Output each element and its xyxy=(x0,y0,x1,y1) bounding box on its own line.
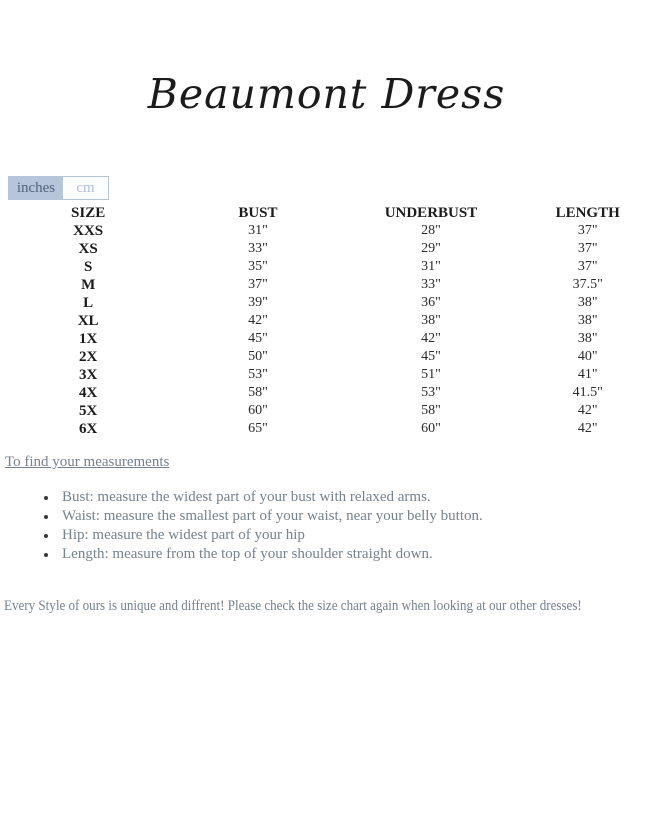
size-label: 4X xyxy=(78,385,98,401)
size-value: 60" xyxy=(421,421,441,436)
size-value: 33" xyxy=(421,277,441,292)
size-value: 41.5" xyxy=(572,385,603,400)
size-value: 37" xyxy=(577,241,598,256)
size-value: 42" xyxy=(421,331,441,346)
size-value: 38" xyxy=(577,313,598,328)
size-value: 50" xyxy=(248,349,268,364)
size-value: 37" xyxy=(577,223,598,238)
size-value: 37" xyxy=(248,277,268,292)
size-chart-header xyxy=(0,204,653,222)
size-value: 45" xyxy=(421,349,441,364)
size-value: 36" xyxy=(421,295,441,310)
size-value: 38" xyxy=(421,313,441,328)
size-value: 31" xyxy=(248,223,268,238)
size-value: 41" xyxy=(577,367,598,382)
table-row xyxy=(0,330,653,348)
size-value: 35" xyxy=(248,259,268,274)
size-value: 53" xyxy=(248,367,268,382)
footer-note: Every Style of ours is unique and diffrent! Please check the size chart again when looking at our other dresses! xyxy=(4,598,582,614)
size-label: 2X xyxy=(78,349,98,365)
inches-tab[interactable]: inches xyxy=(9,177,63,199)
size-value: 42" xyxy=(577,403,598,418)
table-row xyxy=(0,276,653,294)
column-header-size: SIZE xyxy=(71,205,106,221)
table-row xyxy=(0,420,653,438)
size-value: 53" xyxy=(421,385,441,400)
size-label: 6X xyxy=(78,421,98,437)
table-row xyxy=(0,384,653,402)
table-row xyxy=(0,366,653,384)
size-value: 37" xyxy=(577,259,598,274)
size-label: 3X xyxy=(78,367,98,383)
measurement-tip: • Length: measure from the top of your shoulder straight down. xyxy=(58,545,653,564)
column-header-underbust: UNDERBUST xyxy=(384,205,478,221)
measurement-tips-list xyxy=(0,488,653,564)
column-header-bust: BUST xyxy=(238,205,278,221)
size-label: S xyxy=(83,259,93,275)
measurement-tip: • Waist: measure the smallest part of your waist, near your belly button. xyxy=(58,507,653,526)
size-label: L xyxy=(83,295,94,311)
size-value: 40" xyxy=(577,349,598,364)
size-label: M xyxy=(81,277,96,293)
size-value: 39" xyxy=(248,295,268,310)
size-label: XS xyxy=(78,241,98,257)
size-label: 5X xyxy=(78,403,98,419)
size-value: 58" xyxy=(248,385,268,400)
table-row xyxy=(0,240,653,258)
size-value: 31" xyxy=(421,259,441,274)
size-value: 42" xyxy=(577,421,598,436)
size-value: 42" xyxy=(248,313,268,328)
size-value: 60" xyxy=(248,403,268,418)
size-value: 28" xyxy=(421,223,441,238)
column-header-length: LENGTH xyxy=(555,205,620,221)
size-label: 1X xyxy=(78,331,98,347)
measurements-link[interactable]: To find your measurements xyxy=(5,454,170,470)
table-row xyxy=(0,258,653,276)
size-value: 38" xyxy=(577,331,598,346)
cm-tab[interactable]: cm xyxy=(63,177,108,199)
size-value: 37.5" xyxy=(572,277,603,292)
size-chart-table xyxy=(0,204,653,438)
page-title: Beaumont Dress xyxy=(147,70,506,118)
table-row xyxy=(0,222,653,240)
size-value: 33" xyxy=(248,241,268,256)
table-row xyxy=(0,348,653,366)
measurement-tip: • Bust: measure the widest part of your bust with relaxed arms. xyxy=(58,488,653,507)
header-row xyxy=(0,204,653,222)
size-value: 58" xyxy=(421,403,441,418)
size-value: 29" xyxy=(421,241,441,256)
table-row xyxy=(0,402,653,420)
table-row xyxy=(0,312,653,330)
size-label: XXS xyxy=(73,223,104,239)
table-row xyxy=(0,294,653,312)
size-value: 51" xyxy=(421,367,441,382)
size-value: 65" xyxy=(248,421,268,436)
measurement-tip: • Hip: measure the widest part of your hip xyxy=(58,526,653,545)
size-chart-body xyxy=(0,222,653,438)
size-label: XL xyxy=(77,313,99,329)
size-value: 38" xyxy=(577,295,598,310)
size-value: 45" xyxy=(248,331,268,346)
unit-toggle xyxy=(8,176,109,200)
